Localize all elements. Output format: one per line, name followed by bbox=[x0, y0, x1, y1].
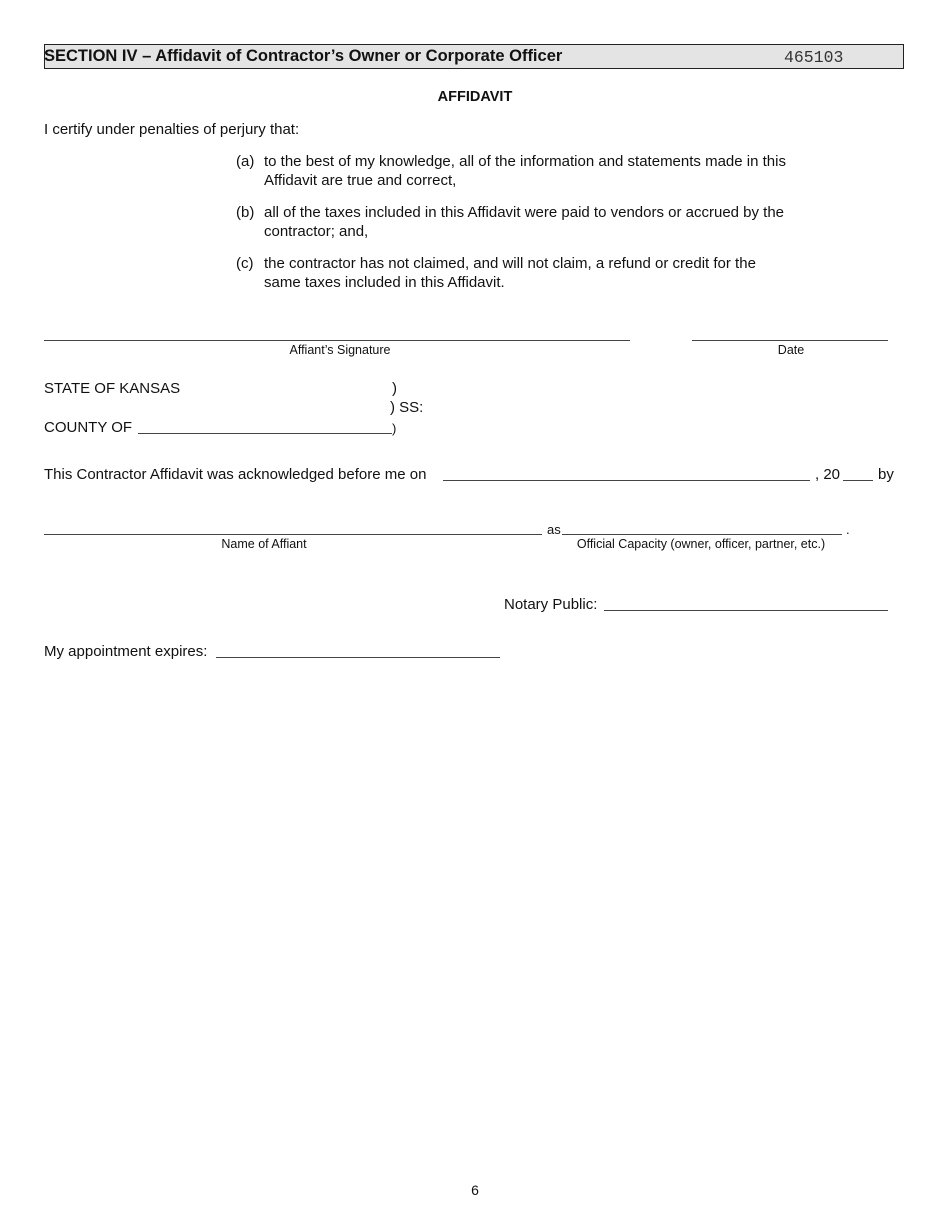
item-b-marker: (b) bbox=[236, 204, 255, 221]
year-input-line[interactable] bbox=[843, 480, 873, 481]
name-of-affiant-line[interactable] bbox=[44, 534, 542, 535]
period-text: . bbox=[846, 522, 850, 537]
form-code: 465103 bbox=[784, 48, 844, 67]
date-line[interactable] bbox=[692, 340, 888, 341]
year-prefix: , 20 bbox=[815, 466, 841, 483]
appointment-expires-line[interactable] bbox=[216, 657, 500, 658]
item-c-line2: same taxes included in this Affidavit. bbox=[264, 274, 505, 291]
page-number: 6 bbox=[471, 1182, 479, 1198]
certify-intro: I certify under penalties of perjury that: bbox=[44, 121, 300, 138]
item-a-marker: (a) bbox=[236, 153, 255, 170]
acknowledged-text: This Contractor Affidavit was acknowledged before me on bbox=[44, 466, 427, 483]
item-c-marker: (c) bbox=[236, 255, 254, 272]
paren-bottom: ) bbox=[392, 421, 397, 436]
paren-top: ) bbox=[392, 380, 397, 397]
date-label: Date bbox=[777, 343, 805, 357]
notary-public-line[interactable] bbox=[604, 610, 888, 611]
county-label: COUNTY OF bbox=[44, 419, 133, 436]
official-capacity-label: Official Capacity (owner, officer, partner, etc.) bbox=[576, 537, 826, 551]
as-text: as bbox=[547, 522, 561, 537]
ss-label: ) SS: bbox=[390, 399, 424, 416]
item-b-line1: all of the taxes included in this Affidavit were paid to vendors or accrued by the bbox=[264, 204, 785, 221]
item-c-line1: the contractor has not claimed, and will not claim, a refund or credit for the bbox=[264, 255, 756, 272]
acknowledgment-date-line[interactable] bbox=[443, 480, 810, 481]
item-b-line2: contractor; and, bbox=[264, 223, 369, 240]
affiant-signature-line[interactable] bbox=[44, 340, 630, 341]
appointment-expires-label: My appointment expires: bbox=[44, 643, 208, 660]
county-input-line[interactable] bbox=[138, 433, 392, 434]
item-a-line1: to the best of my knowledge, all of the information and statements made in this bbox=[264, 153, 786, 170]
notary-public-label: Notary Public: bbox=[504, 596, 598, 613]
affidavit-heading: AFFIDAVIT bbox=[437, 89, 513, 105]
official-capacity-line[interactable] bbox=[562, 534, 842, 535]
state-label: STATE OF KANSAS bbox=[44, 380, 181, 397]
section-title: SECTION IV – Affidavit of Contractor’s Owner or Corporate Officer bbox=[44, 47, 563, 65]
item-a-line2: Affidavit are true and correct, bbox=[264, 172, 457, 189]
name-of-affiant-label: Name of Affiant bbox=[221, 537, 307, 551]
by-text: by bbox=[878, 466, 894, 483]
affiant-signature-label: Affiant’s Signature bbox=[289, 343, 391, 357]
